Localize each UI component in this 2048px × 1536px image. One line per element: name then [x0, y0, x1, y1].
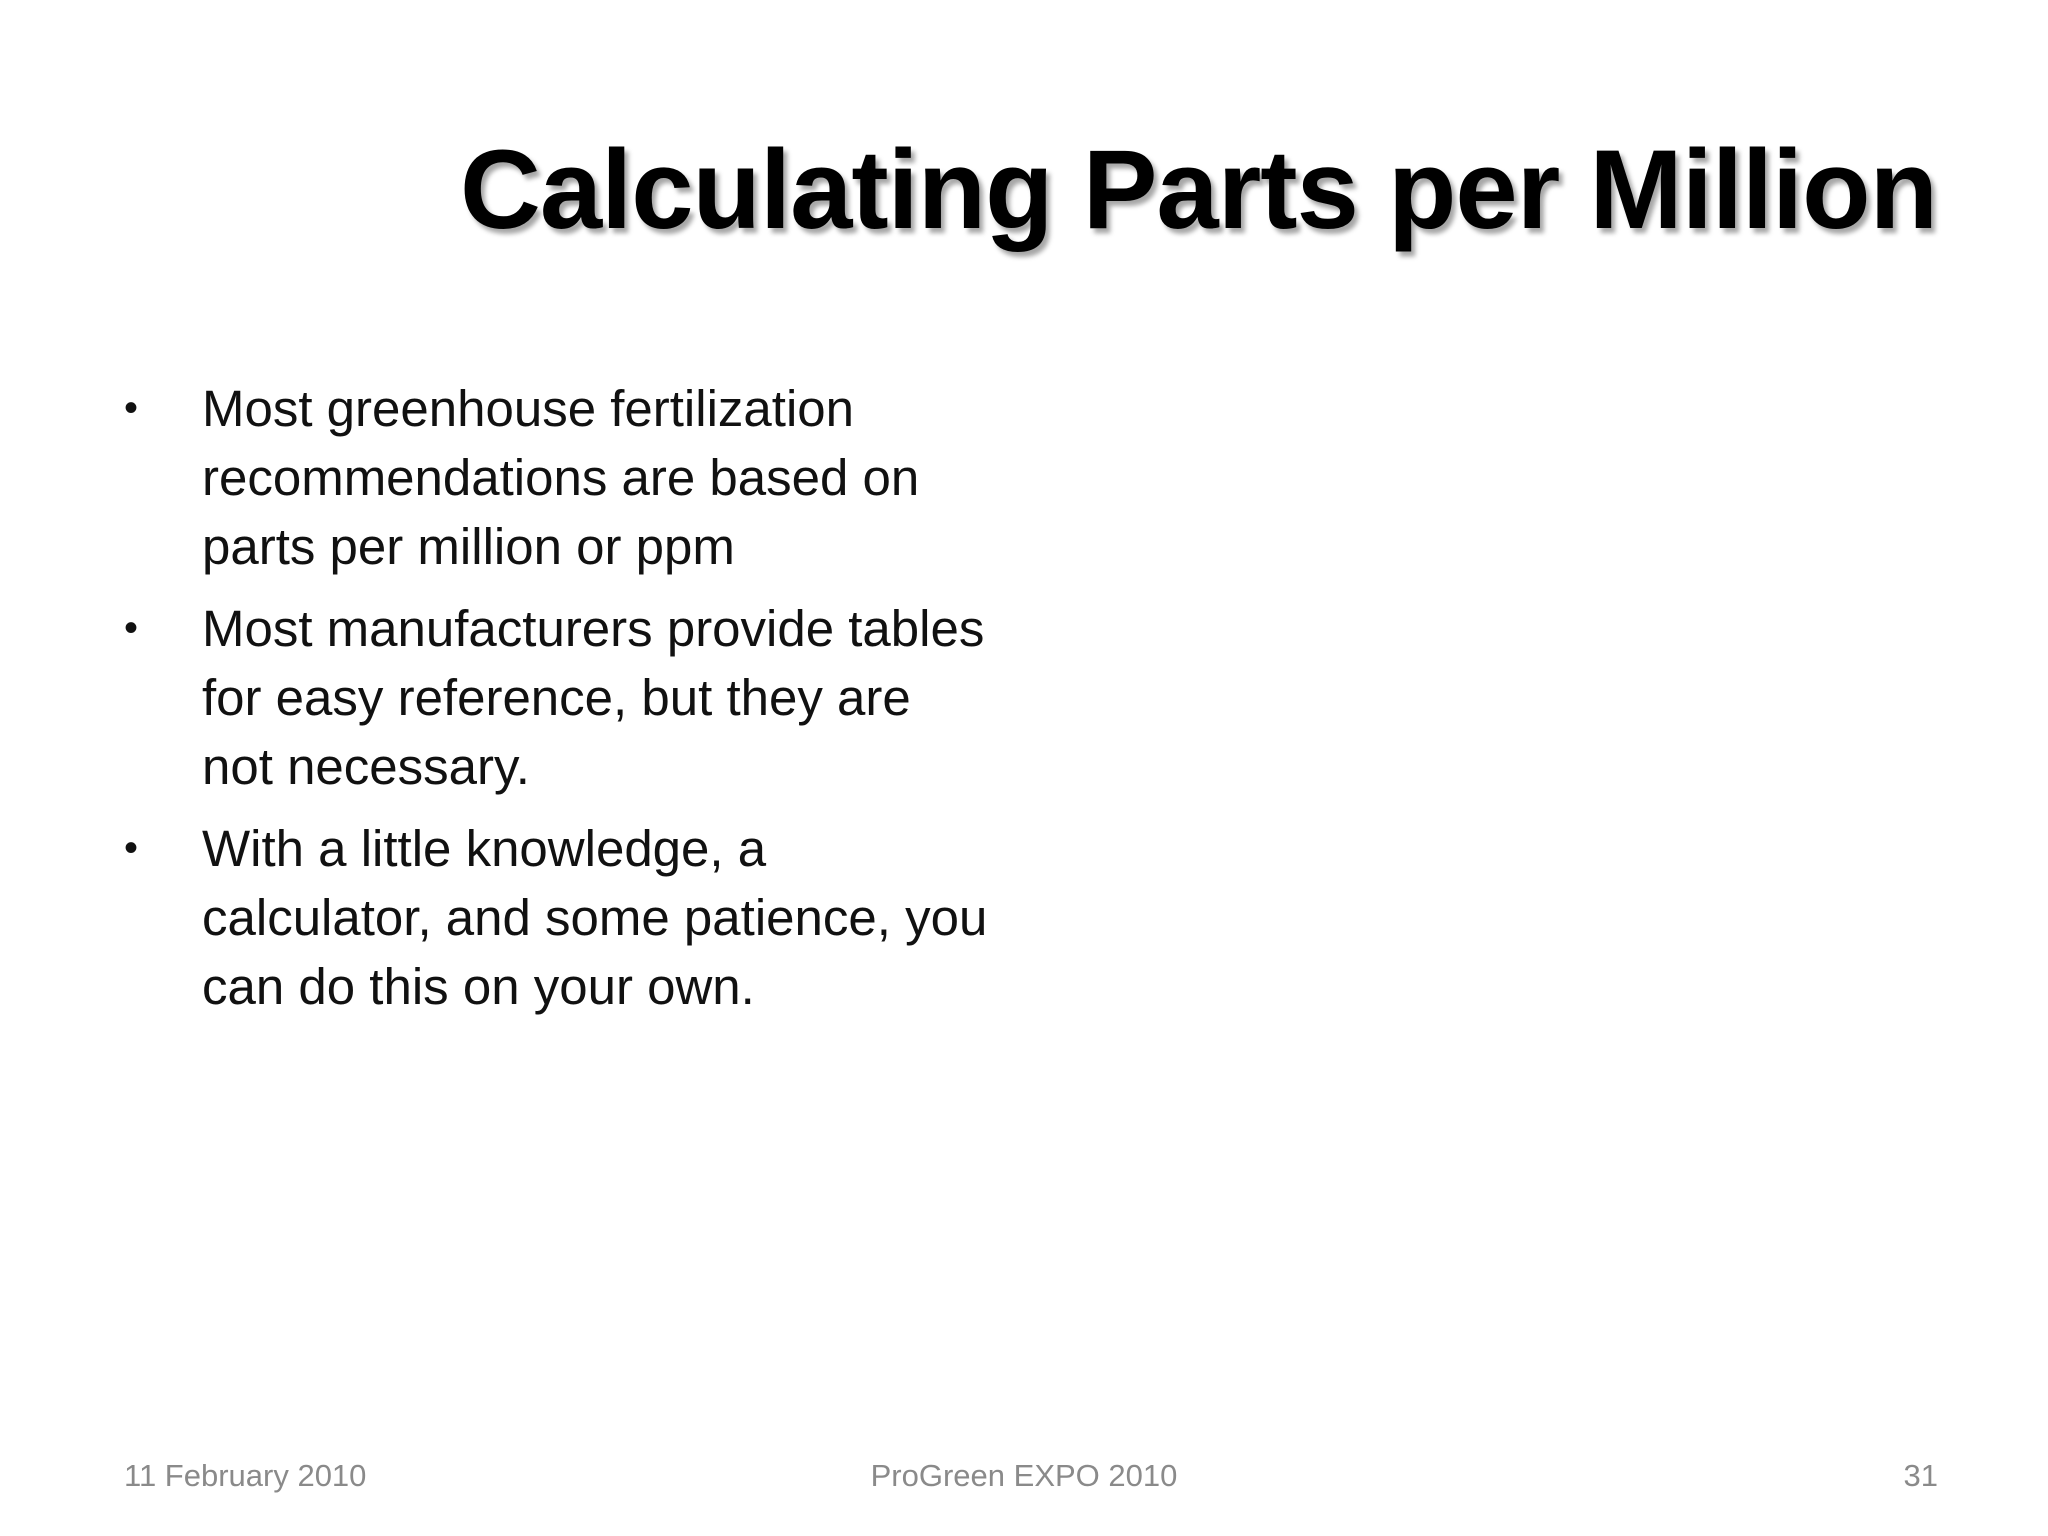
bullet-dot-icon: •	[124, 826, 139, 870]
footer-page-number: 31	[1903, 1458, 1938, 1493]
bullet-item	[112, 374, 992, 581]
bullet-text: With a little knowledge, a calculator, and some patience, you can do this on your own.	[202, 820, 988, 1015]
bullet-dot-icon: •	[124, 386, 139, 430]
slide-title: Calculating Parts per Million	[459, 127, 1937, 252]
footer-event-name: ProGreen EXPO 2010	[870, 1458, 1178, 1493]
bullet-dot-icon: •	[124, 606, 139, 650]
bullet-text: Most manufacturers provide tables for easy reference, but they are not necessary.	[202, 600, 985, 795]
footer-date: 11 February 2010	[124, 1458, 367, 1493]
bullet-item	[112, 814, 992, 1021]
bullet-list	[112, 374, 992, 1034]
bullet-text: Most greenhouse fertilization recommendations are based on parts per million or ppm	[202, 380, 920, 575]
bullet-item	[112, 594, 992, 801]
